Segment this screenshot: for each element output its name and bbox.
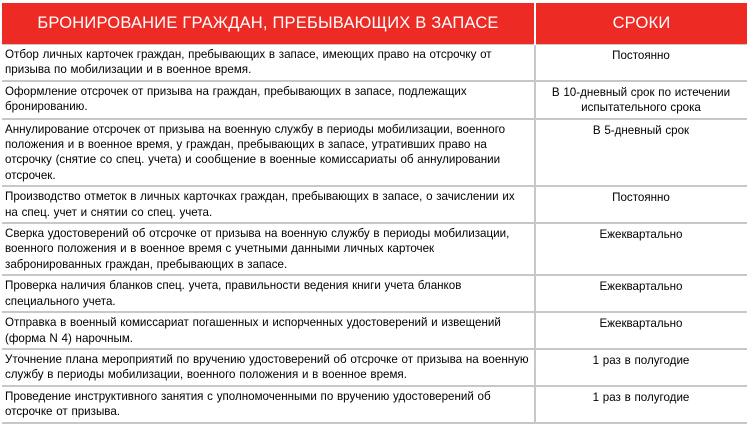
table-header xyxy=(2,3,747,45)
table-row xyxy=(2,349,747,386)
table-row xyxy=(2,45,747,81)
term-cell: Ежеквартально xyxy=(535,312,747,349)
table-row xyxy=(2,119,747,187)
booking-schedule-table xyxy=(2,3,747,424)
header-row xyxy=(2,3,747,45)
task-cell: Проведение инструктивного занятия с уполномоченными по вручению удостоверений об отсрочке от призыва. xyxy=(2,386,535,423)
table-row xyxy=(2,386,747,423)
term-column-header: СРОКИ xyxy=(535,3,747,45)
task-cell: Отбор личных карточек граждан, пребывающих в запасе, имеющих право на отсрочку от призыва по мобилизации и в военное время. xyxy=(2,45,535,81)
task-cell: Сверка удостоверений об отсрочке от призыва на военную службу в периоды мобилизации, военного положения и в военное время с учетными данными личных карточек забронированных граждан, пребывающих в запасе. xyxy=(2,223,535,275)
term-cell: Ежеквартально xyxy=(535,275,747,312)
task-cell: Отправка в военный комиссариат погашенных и испорченных удостоверений и извещений (форма N 4) нарочным. xyxy=(2,312,535,349)
task-cell: Проверка наличия бланков спец. учета, правильности ведения книги учета бланков специального учета. xyxy=(2,275,535,312)
term-cell: Постоянно xyxy=(535,186,747,223)
term-cell: В 10-дневный срок по истечении испытательного срока xyxy=(535,81,747,119)
term-cell: В 5-дневный срок xyxy=(535,119,747,187)
task-cell: Производство отметок в личных карточках граждан, пребывающих в запасе, о зачислении их на спец. учет и снятии со спец. учета. xyxy=(2,186,535,223)
term-cell: Ежеквартально xyxy=(535,223,747,275)
term-cell: 1 раз в полугодие xyxy=(535,349,747,386)
term-cell: 1 раз в полугодие xyxy=(535,386,747,423)
table-body xyxy=(2,45,747,423)
task-cell: Оформление отсрочек от призыва на граждан, пребывающих в запасе, подлежащих бронированию. xyxy=(2,81,535,119)
task-cell: Уточнение плана мероприятий по вручению удостоверений об отсрочке от призыва на военную службу в периоды мобилизации, военного положения и в военное время. xyxy=(2,349,535,386)
table-row xyxy=(2,312,747,349)
table-row xyxy=(2,81,747,119)
term-cell: Постоянно xyxy=(535,45,747,81)
table-row xyxy=(2,223,747,275)
table-row xyxy=(2,275,747,312)
task-column-header: БРОНИРОВАНИЕ ГРАЖДАН, ПРЕБЫВАЮЩИХ В ЗАПАСЕ xyxy=(2,3,535,45)
table-row xyxy=(2,186,747,223)
task-cell: Аннулирование отсрочек от призыва на военную службу в периоды мобилизации, военного положения и в военное время, у граждан, пребывающих в запасе, утративших право на отсрочку (снятие со спец. учета) и сообщение в военные комиссариаты об аннулировании отсрочек. xyxy=(2,119,535,187)
